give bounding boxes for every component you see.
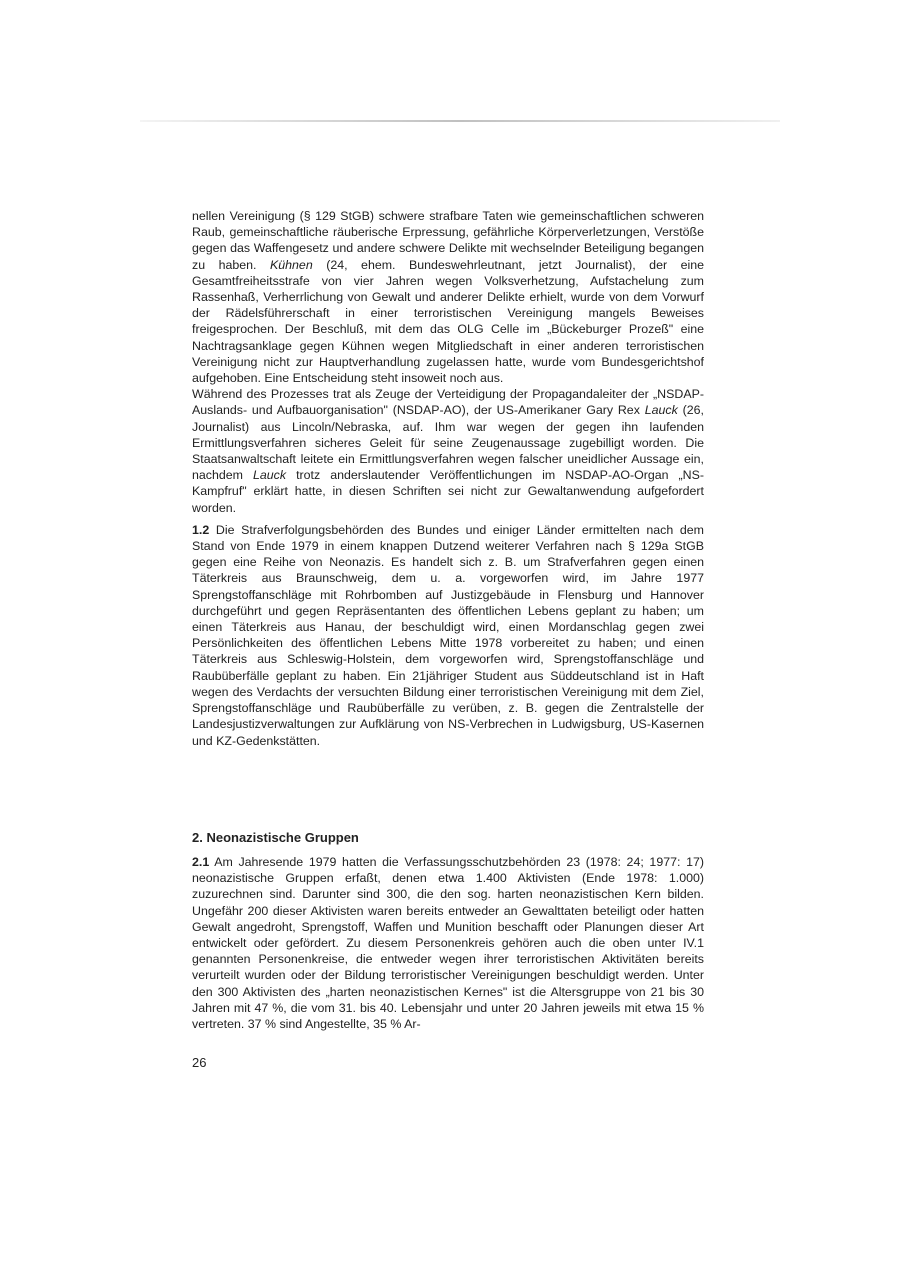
name-lauck: Lauck [644, 403, 678, 418]
section-heading: 2. Neonazistische Gruppen [192, 830, 359, 845]
section-2-text [192, 854, 704, 1032]
text-run: Während des Prozesses trat als Zeuge der Verteidigung der Propagandaleiter der „NSDAP-Auslands- und Aufbauorganisation" (NSDAP-AO), der US-Amerikaner Gary Rex [192, 387, 704, 418]
name-lauck: Lauck [253, 468, 287, 483]
paragraph-kuehnen [192, 208, 704, 386]
text-run: (24, ehem. Bundeswehrleutnant, jetzt Journalist), der eine Gesamtfreiheitsstrafe von vier Jahren wegen Volksverhetzung, Aufstachelung zum Rassenhaß, Verherrlichung von Gewalt und anderer Delikte erhielt, wurde von dem Vorwurf der Rädelsführerschaft in einer terroristischen Vereinigung mangels Beweises freigesprochen. Der Beschluß, mit dem das OLG Celle im „Bückeburger Prozeß" eine Nachtragsanklage gegen Kühnen wegen Mitgliedschaft in einer anderen terroristischen Vereinigung nicht zur Hauptverhandlung zugelassen hatte, wurde vom Bundesgerichtshof aufgehoben. Eine Entscheidung steht insoweit noch aus. [192, 257, 704, 386]
text-run: (26, Journalist) aus Lincoln/Nebraska, auf. Ihm war wegen der gegen ihn laufenden Ermittlungsverfahren sicheres Geleit für seine Zeugenaussage zugebilligt worden. Die Staatsanwaltschaft leitete ein Ermittlungsverfahren wegen falscher uneidlicher Aussage ein, nachdem [192, 403, 704, 483]
body-text-block [192, 208, 704, 749]
text-run: Am Jahresende 1979 hatten die Verfassungsschutzbehörden 23 (1978: 24; 1977: 17) neonazistische Gruppen erfaßt, denen etwa 1.400 Aktivisten (Ende 1978: 1.000) zuzurechnen sind. Darunter sind 300, die den sog. harten neonazistischen Kern bilden. Ungefähr 200 dieser Aktivisten waren bereits entweder an Gewalttaten beteiligt oder hatten Gewalt angedroht, Sprengstoff, Waffen und Munition beschafft oder Planungen dieser Art entwickelt oder gefördert. Zu diesem Personenkreis gehören auch die oben unter IV.1 genannten Personenkreise, die entweder wegen ihrer terroristischen Aktivitäten bereits verurteilt wurden oder der Bildung terroristischer Vereinigungen beschuldigt werden. Unter den 300 Aktivisten des „harten neonazistischen Kernes" ist die Altersgruppe von 21 bis 30 Jahren mit 47 %, die vom 31. bis 40. Lebensjahr und unter 20 Jahren jeweils mit etwa 15 % vertreten. 37 % sind Angestellte, 35 % Ar- [192, 855, 704, 1032]
scan-artifact-line [140, 120, 780, 122]
section-number: 1.2 [192, 522, 210, 537]
name-kuehnen: Kühnen [269, 257, 313, 272]
section-number: 2.1 [192, 855, 210, 869]
text-run: Die Strafverfolgungsbehörden des Bundes und einiger Länder ermittelten nach dem Stand von Ende 1979 in einem knappen Dutzend weiterer Verfahren nach § 129a StGB gegen eine Reihe von Neonazis. Es handelt sich z. B. um Strafverfahren gegen einen Täterkreis aus Braunschweig, dem u. a. vorgeworfen wird, im Jahre 1977 Sprengstoffanschläge mit Rohrbomben auf Justizgebäude in Flensburg und Hannover durchgeführt und gegen Repräsentanten des öffentlichen Lebens geplant zu haben; um einen Täterkreis aus Hanau, der beschuldigt wird, einen Mordanschlag gegen zwei Persönlichkeiten des öffentlichen Lebens Mitte 1978 vorbereitet zu haben; und einen Täterkreis aus Schleswig-Holstein, dem vorgeworfen wird, Sprengstoffanschläge und Raubüberfälle geplant zu haben. Ein 21jähriger Student aus Süddeutschland ist in Haft wegen des Verdachts der versuchten Bildung einer terroristischen Vereinigung mit dem Ziel, Sprengstoffanschläge und Raubüberfälle zu verüben, z. B. gegen die Zentralstelle der Landesjustizverwaltungen zur Aufklärung von NS-Verbrechen in Ludwigsburg, US-Kasernen und KZ-Gedenkstätten. [192, 522, 704, 748]
text-run: nellen Vereinigung (§ 129 StGB) schwere strafbare Taten wie gemeinschaftlichen schweren Raub, gemeinschaftliche räuberische Erpressung, gefährliche Körperverletzungen, Verstöße gegen das Waffengesetz und andere schwere Delikte mit wechselnder Beteiligung begangen zu haben. [192, 209, 704, 272]
paragraph-2-1 [192, 854, 704, 1032]
paragraph-lauck [192, 386, 704, 516]
paragraph-1-2 [192, 522, 704, 749]
page-number: 26 [192, 1055, 207, 1070]
text-run: trotz anderslautender Veröffentlichungen im NSDAP-AO-Organ „NS-Kampfruf" erklärt hatte, in diesen Schriften sei nicht zur Gewaltanwendung aufgefordert worden. [192, 468, 705, 515]
